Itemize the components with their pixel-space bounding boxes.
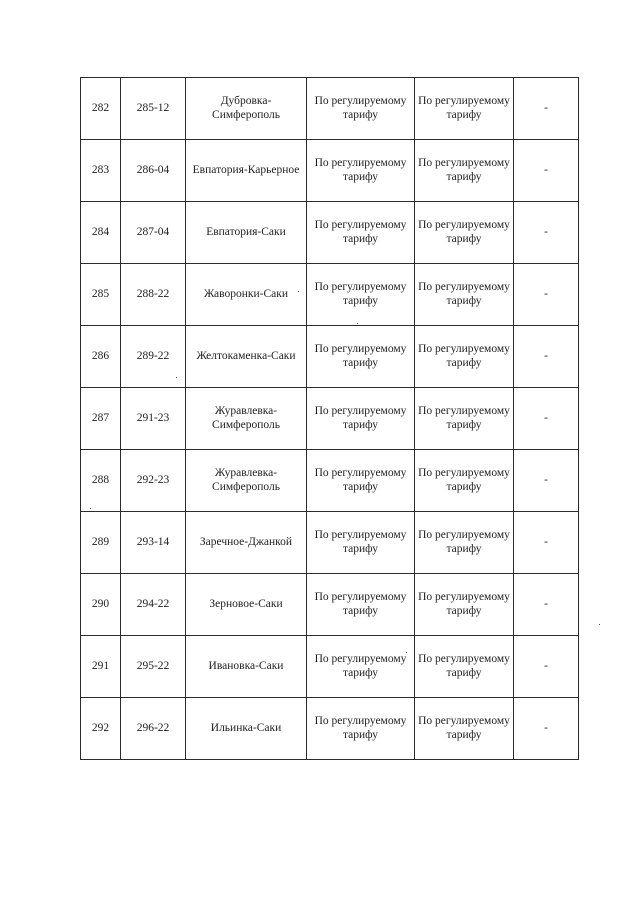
route-name-cell: Заречное-Джанкой [186,512,307,574]
table-row [81,78,579,140]
tariff-cell: По регулируемому тарифу [307,698,415,760]
tariff-cell: По регулируемому тарифу [415,636,514,698]
scan-speck [406,652,407,653]
scan-speck [599,624,600,625]
tariff-cell: По регулируемому тарифу [307,450,415,512]
tariff-cell: По регулируемому тарифу [307,388,415,450]
row-number-cell: 284 [81,202,121,264]
table-row [81,264,579,326]
row-number-cell: 292 [81,698,121,760]
table-row [81,512,579,574]
tariff-cell: По регулируемому тарифу [415,450,514,512]
tariff-cell: По регулируемому тарифу [307,140,415,202]
route-name-cell: Ильинка-Саки [186,698,307,760]
tariff-cell: По регулируемому тарифу [307,264,415,326]
row-number-cell: 290 [81,574,121,636]
dash-cell: - [514,388,579,450]
route-code-cell: 296-22 [121,698,186,760]
dash-cell: - [514,140,579,202]
route-name-cell: Евпатория-Саки [186,202,307,264]
tariff-cell: По регулируемому тарифу [307,574,415,636]
route-code-cell: 285-12 [121,78,186,140]
dash-cell: - [514,698,579,760]
route-code-cell: 286-04 [121,140,186,202]
route-name-cell: Журавлевка-Симферополь [186,450,307,512]
tariff-cell: По регулируемому тарифу [307,636,415,698]
routes-table-body [81,78,579,760]
table-row [81,202,579,264]
tariff-cell: По регулируемому тарифу [415,574,514,636]
dash-cell: - [514,264,579,326]
route-code-cell: 293-14 [121,512,186,574]
row-number-cell: 282 [81,78,121,140]
dash-cell: - [514,574,579,636]
tariff-cell: По регулируемому тарифу [415,202,514,264]
tariff-cell: По регулируемому тарифу [307,78,415,140]
table-row [81,450,579,512]
row-number-cell: 288 [81,450,121,512]
row-number-cell: 287 [81,388,121,450]
route-code-cell: 287-04 [121,202,186,264]
route-name-cell: Жаворонки-Саки [186,264,307,326]
row-number-cell: 285 [81,264,121,326]
tariff-cell: По регулируемому тарифу [307,512,415,574]
dash-cell: - [514,450,579,512]
tariff-cell: По регулируемому тарифу [415,78,514,140]
tariff-cell: По регулируемому тарифу [415,140,514,202]
tariff-cell: По регулируемому тарифу [415,388,514,450]
tariff-cell: По регулируемому тарифу [415,512,514,574]
tariff-cell: По регулируемому тарифу [415,326,514,388]
scan-speck [357,323,358,324]
dash-cell: - [514,202,579,264]
tariff-cell: По регулируемому тарифу [307,326,415,388]
route-name-cell: Желтокаменка-Саки [186,326,307,388]
route-name-cell: Евпатория-Карьерное [186,140,307,202]
row-number-cell: 291 [81,636,121,698]
route-code-cell: 294-22 [121,574,186,636]
tariff-cell: По регулируемому тарифу [415,698,514,760]
scan-speck [176,377,177,378]
table-row [81,140,579,202]
route-name-cell: Ивановка-Саки [186,636,307,698]
table-row [81,326,579,388]
route-code-cell: 289-22 [121,326,186,388]
route-name-cell: Журавлевка-Симферополь [186,388,307,450]
row-number-cell: 283 [81,140,121,202]
dash-cell: - [514,636,579,698]
table-row [81,636,579,698]
tariff-cell: По регулируемому тарифу [307,202,415,264]
scan-speck [298,291,299,292]
dash-cell: - [514,512,579,574]
routes-table [80,77,579,760]
table-row [81,698,579,760]
dash-cell: - [514,326,579,388]
route-code-cell: 291-23 [121,388,186,450]
row-number-cell: 286 [81,326,121,388]
row-number-cell: 289 [81,512,121,574]
route-code-cell: 292-23 [121,450,186,512]
route-name-cell: Зерновое-Саки [186,574,307,636]
route-name-cell: Дубровка-Симферополь [186,78,307,140]
table-row [81,574,579,636]
table-row [81,388,579,450]
route-code-cell: 295-22 [121,636,186,698]
dash-cell: - [514,78,579,140]
tariff-cell: По регулируемому тарифу [415,264,514,326]
scan-speck [90,508,91,509]
route-code-cell: 288-22 [121,264,186,326]
